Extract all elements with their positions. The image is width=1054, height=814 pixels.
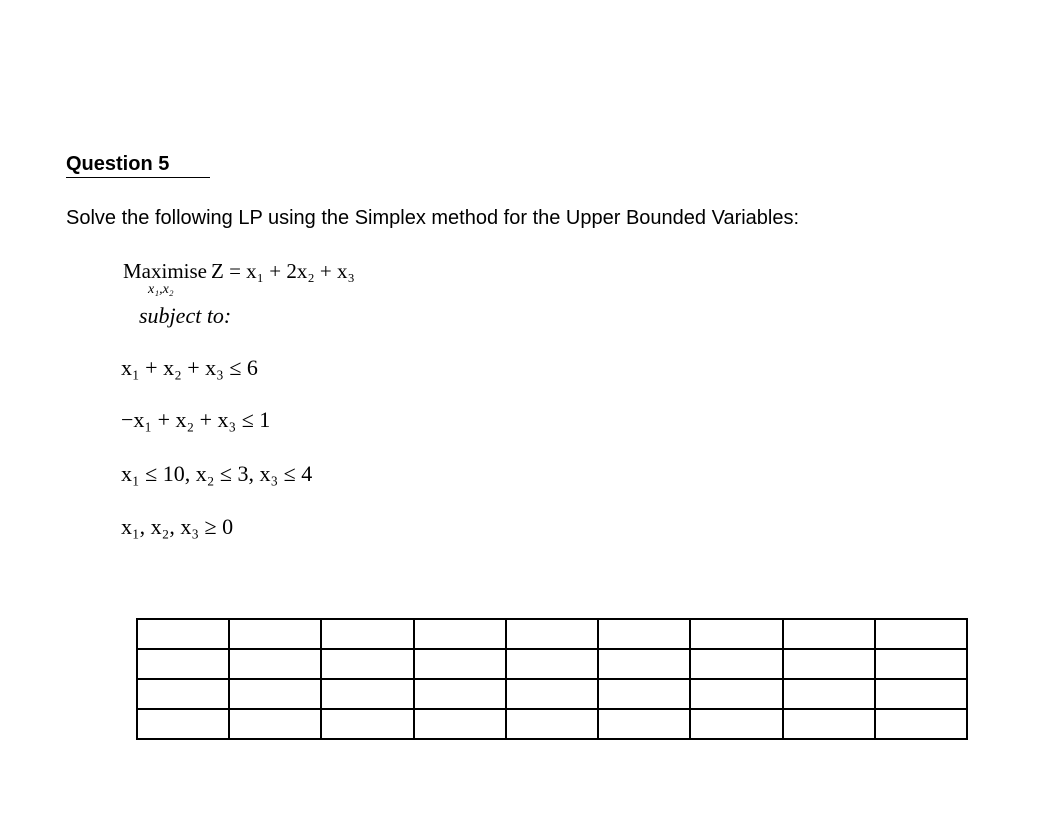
subject-to-label: subject to:: [139, 303, 232, 328]
table-row: [137, 649, 967, 679]
table-cell[interactable]: [229, 649, 321, 679]
table-cell[interactable]: [321, 619, 413, 649]
table-cell[interactable]: [875, 649, 967, 679]
constraint-bounds: x₁ ≤ 10, x₂ ≤ 3, x₃ ≤ 4: [121, 461, 313, 486]
table-cell[interactable]: [783, 649, 875, 679]
table-cell[interactable]: [783, 619, 875, 649]
table-cell[interactable]: [690, 679, 782, 709]
table-row: [137, 619, 967, 649]
question-title: Question 5: [66, 151, 210, 178]
table-cell[interactable]: [321, 679, 413, 709]
constraint-2: −x₁ + x₂ + x₃ ≤ 1: [121, 407, 271, 432]
table-cell[interactable]: [137, 709, 229, 739]
objective-word: Maximise: [123, 259, 207, 283]
table-cell[interactable]: [598, 679, 690, 709]
objective-function: [123, 259, 355, 284]
constraint-nonnegativity: x₁, x₂, x₃ ≥ 0: [121, 514, 234, 539]
table-cell[interactable]: [690, 709, 782, 739]
question-instruction: Solve the following LP using the Simplex method for the Upper Bounded Variables:: [66, 207, 800, 229]
table-cell[interactable]: [598, 709, 690, 739]
table-cell[interactable]: [137, 679, 229, 709]
table-cell[interactable]: [414, 649, 506, 679]
table-cell[interactable]: [506, 619, 598, 649]
table-cell[interactable]: [506, 649, 598, 679]
answer-table: [136, 618, 968, 740]
table-cell[interactable]: [875, 619, 967, 649]
table-cell[interactable]: [414, 619, 506, 649]
table-cell[interactable]: [229, 709, 321, 739]
table-cell[interactable]: [690, 619, 782, 649]
table-cell[interactable]: [598, 649, 690, 679]
table-cell[interactable]: [598, 619, 690, 649]
objective-expression: Z = x₁ + 2x₂ + x₃: [211, 259, 355, 283]
table-cell[interactable]: [137, 649, 229, 679]
table-cell[interactable]: [321, 709, 413, 739]
constraint-1: x₁ + x₂ + x₃ ≤ 6: [121, 355, 258, 380]
table-cell[interactable]: [783, 709, 875, 739]
table-cell[interactable]: [137, 619, 229, 649]
table-cell[interactable]: [506, 709, 598, 739]
table-cell[interactable]: [414, 679, 506, 709]
table-row: [137, 679, 967, 709]
table-row: [137, 709, 967, 739]
table-cell[interactable]: [783, 679, 875, 709]
answer-table-body: [137, 619, 967, 739]
table-cell[interactable]: [875, 709, 967, 739]
table-cell[interactable]: [229, 679, 321, 709]
table-cell[interactable]: [506, 679, 598, 709]
table-cell[interactable]: [414, 709, 506, 739]
table-cell[interactable]: [229, 619, 321, 649]
table-cell[interactable]: [690, 649, 782, 679]
objective-decision-variables: x₁,x₂: [148, 282, 174, 297]
table-cell[interactable]: [321, 649, 413, 679]
table-cell[interactable]: [875, 679, 967, 709]
